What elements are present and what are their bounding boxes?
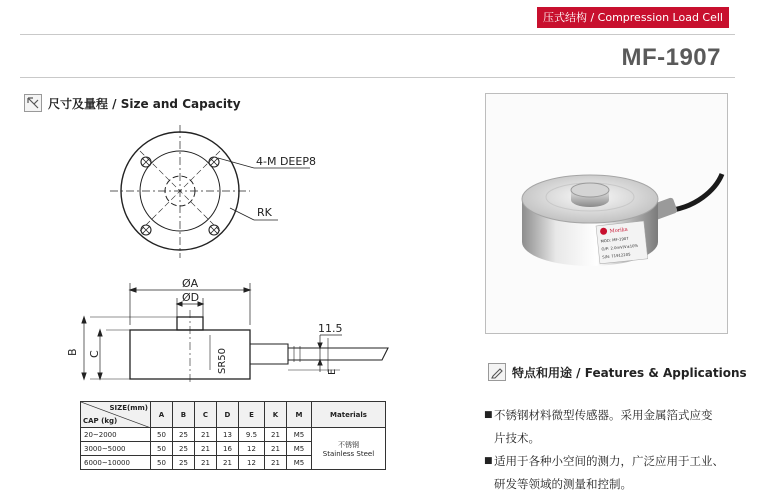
mounting-hole bbox=[141, 225, 151, 235]
cell: 50 bbox=[151, 442, 173, 456]
mounting-hole bbox=[141, 157, 151, 167]
cell: 21 bbox=[265, 442, 287, 456]
cell: 13 bbox=[216, 428, 238, 442]
materials-cell bbox=[312, 428, 386, 470]
technical-drawing bbox=[60, 120, 400, 395]
spec-table bbox=[80, 401, 386, 470]
product-photo-frame bbox=[485, 93, 728, 334]
size-section-title: 尺寸及量程 / Size and Capacity bbox=[48, 96, 241, 111]
col-header: E bbox=[238, 402, 264, 428]
table-row bbox=[81, 428, 386, 442]
cell: M5 bbox=[287, 456, 312, 470]
model-title: MF-1907 bbox=[621, 44, 721, 71]
cell: 25 bbox=[172, 442, 194, 456]
col-header: K bbox=[265, 402, 287, 428]
load-cell-image bbox=[486, 94, 729, 335]
feature-line: 研发等领域的测量和控制。 bbox=[494, 477, 632, 491]
label-brand: Morika bbox=[609, 226, 629, 235]
corner-size-label: SIZE(mm) bbox=[109, 404, 148, 412]
label-op: O/P: 2.0mV/V±10% bbox=[601, 242, 639, 252]
cell: 12 bbox=[238, 442, 264, 456]
cell: 21 bbox=[265, 456, 287, 470]
list-item bbox=[484, 450, 734, 496]
cell: 21 bbox=[194, 428, 216, 442]
cell: 50 bbox=[151, 456, 173, 470]
cell: 21 bbox=[194, 442, 216, 456]
material-cn: 不锈钢 bbox=[338, 440, 359, 449]
bullet-icon: ■ bbox=[484, 456, 493, 466]
col-header: M bbox=[287, 402, 312, 428]
cell: 16 bbox=[216, 442, 238, 456]
dim-a-label: ØA bbox=[182, 277, 199, 290]
features-section-title: 特点和用途 / Features & Applications bbox=[512, 365, 747, 380]
features-list bbox=[484, 404, 734, 496]
dim-c-label: C bbox=[88, 350, 101, 358]
col-header-materials: Materials bbox=[312, 402, 386, 428]
dim-b-label: B bbox=[66, 348, 79, 356]
list-item bbox=[484, 404, 734, 450]
bullet-icon: ■ bbox=[484, 410, 493, 420]
material-en: Stainless Steel bbox=[322, 449, 375, 458]
cell: 25 bbox=[172, 456, 194, 470]
row-capacity: 6000~10000 bbox=[81, 456, 151, 470]
col-header: A bbox=[151, 402, 173, 428]
category-badge: 压式结构 / Compression Load Cell bbox=[537, 7, 729, 28]
feature-line: 不锈钢材料微型传感器。采用金属箔式应变 bbox=[494, 408, 713, 422]
features-section-heading bbox=[488, 363, 747, 381]
cell: 21 bbox=[265, 428, 287, 442]
feature-line: 适用于各种小空间的测力，广泛应用于工业、 bbox=[494, 454, 724, 468]
header-divider bbox=[20, 34, 735, 35]
feature-line: 片技术。 bbox=[494, 431, 540, 445]
dim-e-label: E bbox=[327, 368, 338, 375]
corner-cap-label: CAP (kg) bbox=[83, 417, 118, 425]
label-mod: MOD: MF-1907 bbox=[600, 235, 629, 244]
mounting-hole bbox=[209, 225, 219, 235]
callout-rk: RK bbox=[257, 206, 272, 219]
col-header: D bbox=[216, 402, 238, 428]
col-header: B bbox=[172, 402, 194, 428]
caliper-icon bbox=[24, 94, 42, 112]
cell: 21 bbox=[194, 456, 216, 470]
row-capacity: 20~2000 bbox=[81, 428, 151, 442]
top-view bbox=[110, 125, 310, 258]
size-section-heading bbox=[24, 94, 241, 112]
mounting-hole bbox=[209, 157, 219, 167]
cell: 12 bbox=[238, 456, 264, 470]
row-capacity: 3000~5000 bbox=[81, 442, 151, 456]
callout-holes: 4-M DEEP8 bbox=[256, 155, 316, 168]
title-divider bbox=[20, 77, 735, 78]
pencil-icon bbox=[488, 363, 506, 381]
label-sn: S/N: 71912205 bbox=[602, 251, 631, 260]
cell: 50 bbox=[151, 428, 173, 442]
dim-sr-label: SR50 bbox=[217, 347, 228, 374]
dim-d-label: ØD bbox=[182, 291, 200, 304]
col-header: C bbox=[194, 402, 216, 428]
spec-table-header bbox=[81, 402, 386, 428]
cell: 21 bbox=[216, 456, 238, 470]
product-label bbox=[596, 221, 648, 264]
cell: 9.5 bbox=[238, 428, 264, 442]
dim-cable-label: 11.5 bbox=[318, 322, 343, 335]
cell: M5 bbox=[287, 428, 312, 442]
table-corner-cell bbox=[81, 402, 151, 428]
cell: 25 bbox=[172, 428, 194, 442]
cell: M5 bbox=[287, 442, 312, 456]
